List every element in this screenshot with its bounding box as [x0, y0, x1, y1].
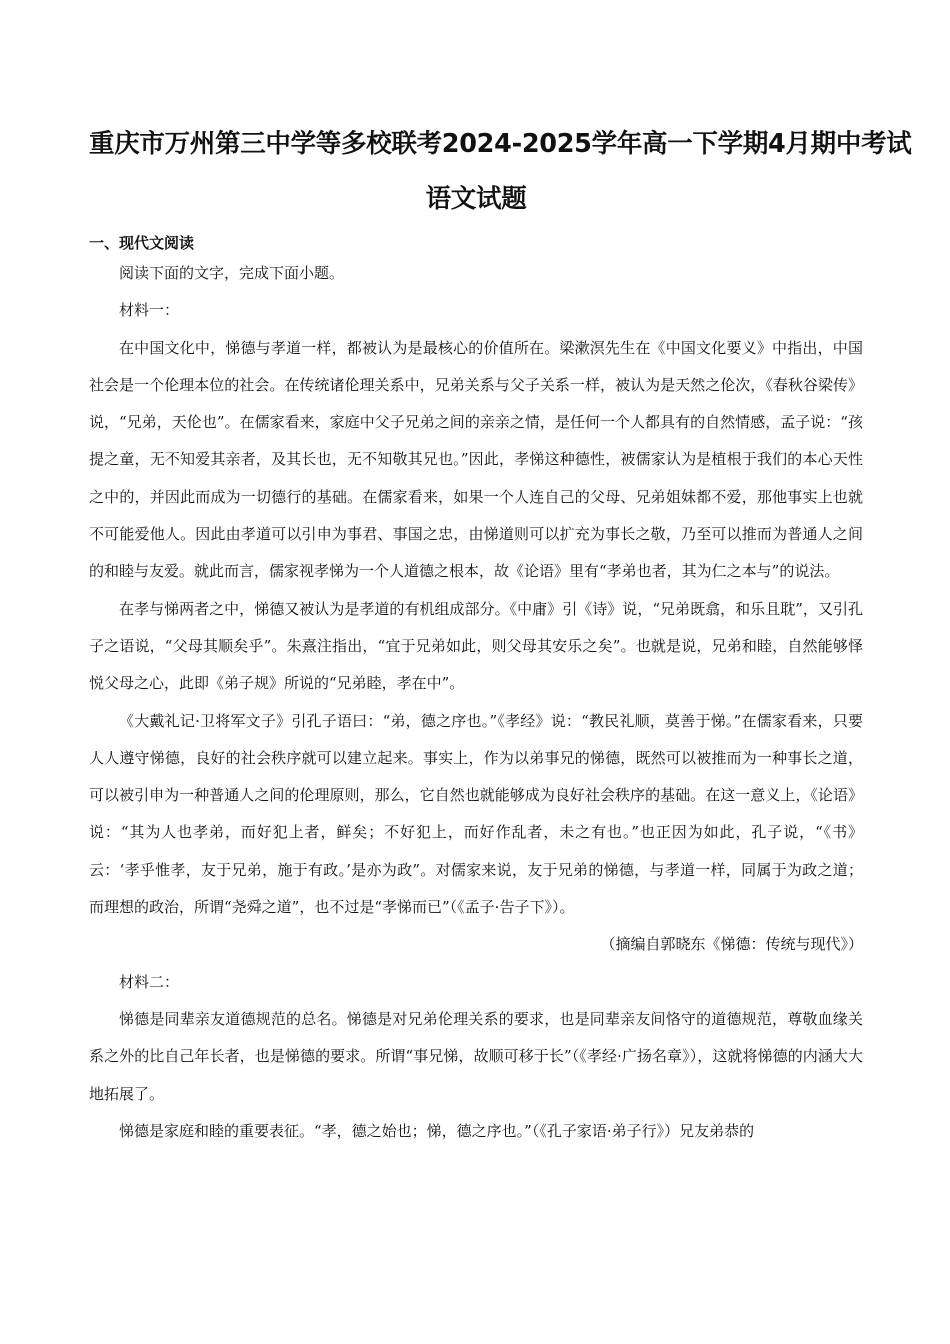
- material1-label: 材料一：: [119, 301, 180, 320]
- document-title-line1: 重庆市万州第三中学等多校联考2024-2025学年高一下学期4月期中考试: [89, 129, 912, 159]
- material1-paragraph: 在中国文化中，悌德与孝道一样，都被认为是最核心的价值所在。梁漱溟先生在《中国文化要义》中指出，中国社会是一个伦理本位的社会。在传统诸伦理关系中，兄弟关系与父子关系一样，被认为是天然之伦次，《春秋谷梁传》说，“兄弟，天伦也”。在儒家看来，家庭中父子兄弟之间的亲亲之情，是任何一个人都具有的自然情感，孟子说：“孩提之童，无不知爱其亲者，及其长也，无不知敬其兄也。”因此，孝悌这种德性，被儒家认为是植根于我们的本心天性之中的，并因此而成为一切德行的基础。在儒家看来，如果一个人连自己的父母、兄弟姐妹都不爱，那他事实上也就不可能爱他人。因此由孝道可以引申为事君、事国之忠，由悌道则可以扩充为事长之敬，乃至可以推而为普通人之间的和睦与友爱。就此而言，儒家视孝悌为一个人道德之根本，故《论语》里有“孝弟也者，其为仁之本与”的说法。: [89, 338, 863, 581]
- material2-paragraph: 悌德是家庭和睦的重要表征。“孝，德之始也；悌，德之序也。”（《孔子家语·弟子行》）兄友弟恭的: [119, 1121, 755, 1140]
- instruction-text: 阅读下面的文字，完成下面小题。: [119, 264, 345, 282]
- material2-label: 材料二：: [119, 972, 180, 991]
- material2-paragraph: 悌德是同辈亲友道德规范的总名。悌德是对兄弟伦理关系的要求，也是同辈亲友间恪守的道德规范，尊敬血缘关系之外的比自己年长者，也是悌德的要求。所谓“事兄悌，故顺可移于长”（《孝经·广扬名章》），这就将悌德的内涵大大地拓展了。: [89, 1009, 863, 1103]
- material1-source: （摘编自郭晓东《悌德：传统与现代》）: [600, 935, 863, 954]
- material1-paragraph: 《大戴礼记·卫将军文子》引孔子语曰：“弟，德之序也。”《孝经》说：“教民礼顺，莫善于悌。”在儒家看来，只要人人遵守悌德，良好的社会秩序就可以建立起来。事实上，作为以弟事兄的悌德，既然可以被推而为一种事长之道，可以被引申为一种普通人之间的伦理原则，那么，它自然也就能够成为良好社会秩序的基础。在这一意义上，《论语》说：“其为人也孝弟，而好犯上者，鲜矣；不好犯上，而好作乱者，未之有也。”也正因为如此，孔子说，“《书》云：‘孝乎惟孝，友于兄弟，施于有政。’是亦为政”。对儒家来说，友于兄弟的悌德，与孝道一样，同属于为政之道；而理想的政治，所谓“尧舜之道”，也不过是“孝悌而已”（《孟子·告子下》）。: [89, 711, 863, 917]
- material1-paragraph: 在孝与悌两者之中，悌德又被认为是孝道的有机组成部分。《中庸》引《诗》说，“兄弟既翕，和乐且耽”，又引孔子之语说，“父母其顺矣乎”。朱熹注指出，“宜于兄弟如此，则父母其安乐之矣”。也就是说，兄弟和睦，自然能够怿悦父母之心，此即《弟子规》所说的“兄弟睦，孝在中”。: [89, 599, 863, 693]
- document-title-line2: 语文试题: [425, 184, 527, 214]
- section-heading: 一、现代文阅读: [89, 234, 195, 252]
- document-page: [89, 118, 912, 1150]
